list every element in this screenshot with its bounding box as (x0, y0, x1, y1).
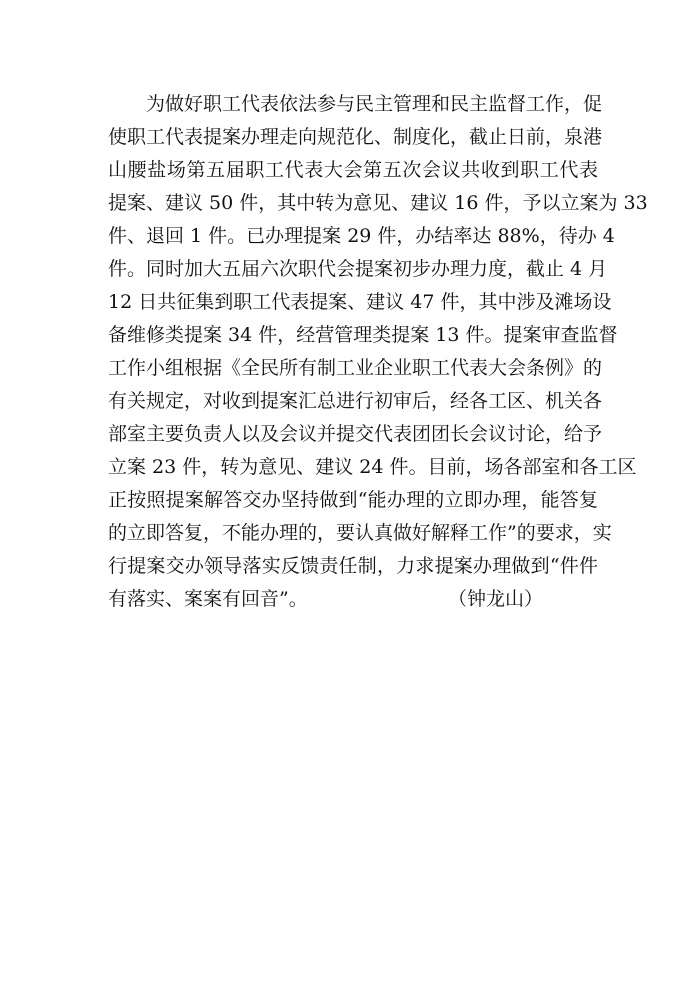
article-line: 12 日共征集到职工代表提案、建议 47 件，其中涉及滩场设 (108, 291, 612, 313)
author-byline: （钟龙山） (448, 588, 544, 610)
article-line: 为做好职工代表依法参与民主管理和民主监督工作，促 (146, 93, 603, 115)
article-line: 正按照提案解答交办坚持做到“能办理的立即办理，能答复 (108, 489, 598, 511)
article-line: 的立即答复，不能办理的，要认真做好解释工作”的要求，实 (108, 522, 612, 544)
article-line: 工作小组根据《全民所有制工业企业职工代表大会条例》的 (108, 357, 603, 379)
article-line: 提案、建议 50 件，其中转为意见、建议 16 件，予以立案为 33 (108, 192, 648, 214)
article-line: 行提案交办领导落实反馈责任制，力求提案办理做到“件件 (108, 555, 598, 577)
article-line: 有关规定，对收到提案汇总进行初审后，经各工区、机关各 (108, 390, 603, 412)
article-line: 件。同时加大五届六次职代会提案初步办理力度，截止 4 月 (108, 258, 608, 280)
article-line: 使职工代表提案办理走向规范化、制度化，截止日前，泉港 (108, 126, 603, 148)
article-line: 部室主要负责人以及会议并提交代表团团长会议讨论，给予 (108, 423, 603, 445)
article-line: 立案 23 件，转为意见、建议 24 件。目前，场各部室和各工区 (108, 456, 637, 478)
article-last-line (108, 583, 598, 616)
news-article (108, 88, 648, 616)
article-line: 备维修类提案 34 件，经营管理类提案 13 件。提案审查监督 (108, 324, 618, 346)
article-line: 件、退回 1 件。已办理提案 29 件，办结率达 88%，待办 4 (108, 225, 615, 247)
article-line: 有落实、案案有回音”。 (108, 588, 308, 610)
article-line: 山腰盐场第五届职工代表大会第五次会议共收到职工代表 (108, 159, 598, 181)
